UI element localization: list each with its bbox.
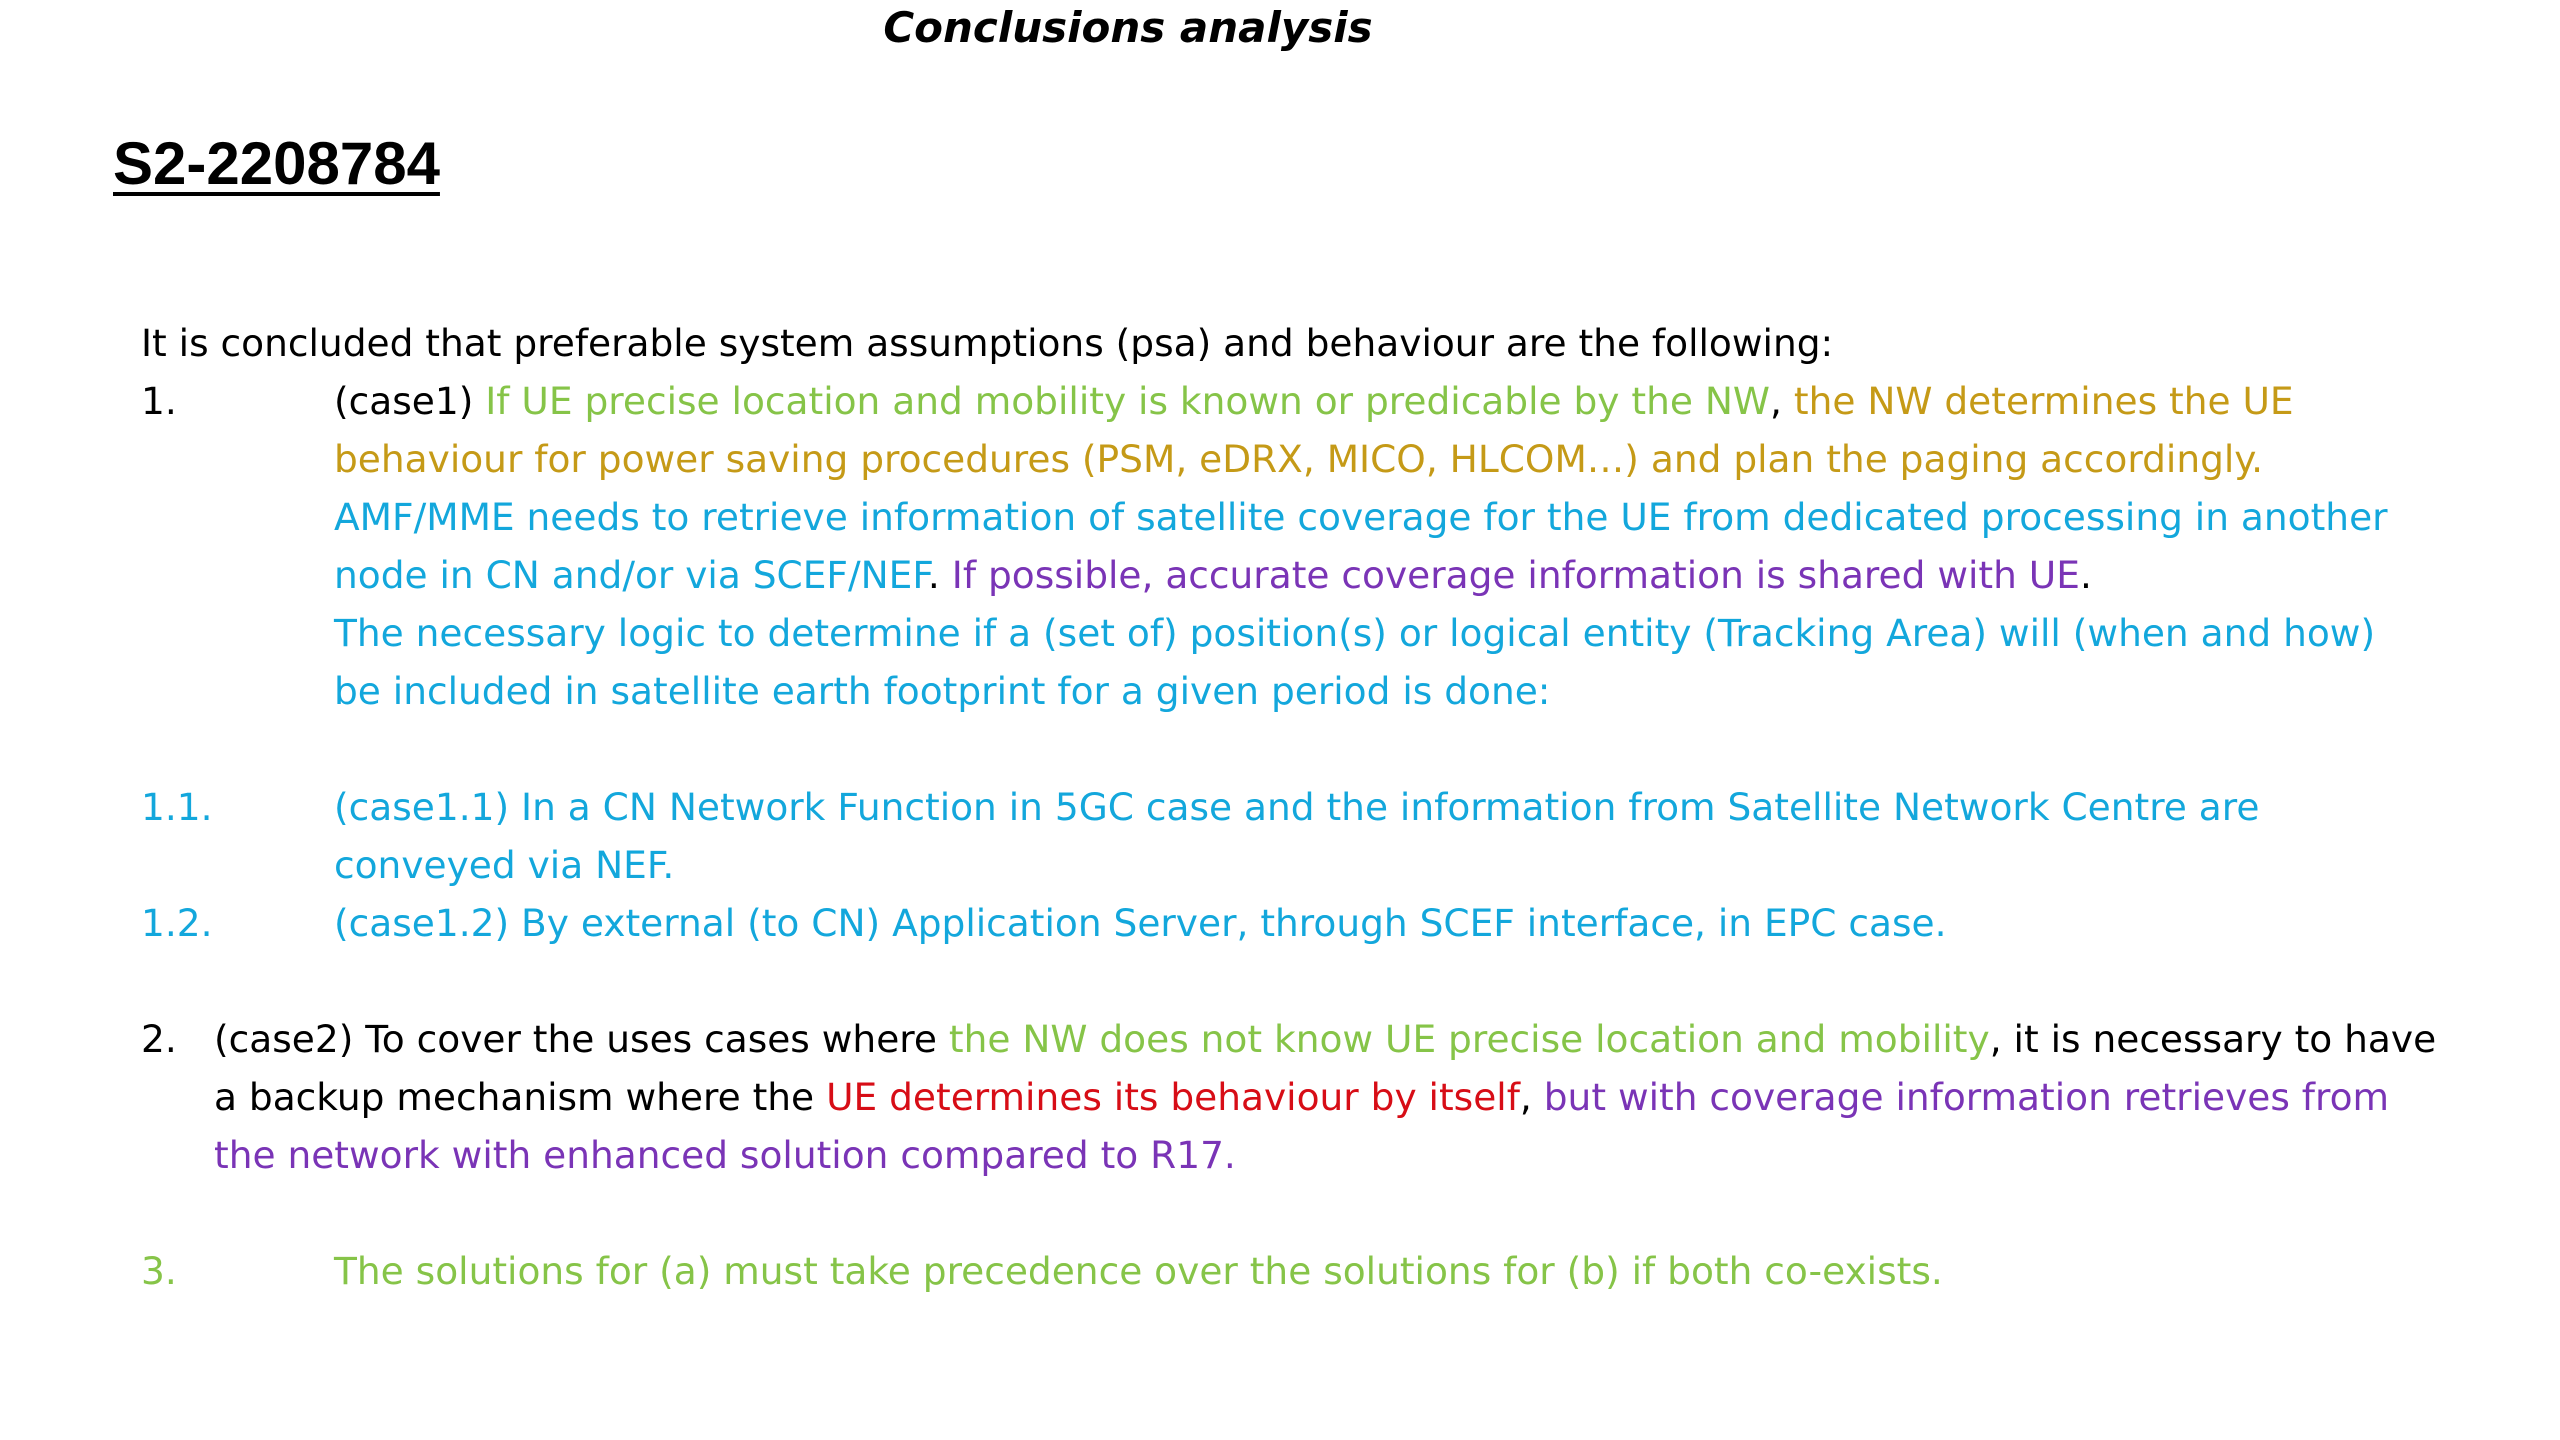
list-item-1-1 — [141, 778, 2531, 894]
case1-condition-text: If UE precise location and mobility is known or predicable by the NW — [485, 379, 1771, 423]
case2-comma: , — [1519, 1075, 1544, 1119]
case2-text-3: a backup mechanism where the — [214, 1075, 827, 1119]
case1-1-text-1: (case1.1) In a CN Network Function in 5GC case and the information from Satellite Network Centre are — [334, 785, 2260, 829]
case1-label: (case1) — [334, 379, 486, 423]
list-number-1: 1. — [141, 379, 177, 423]
case2-text-2: , it is necessary to have — [1989, 1017, 2437, 1061]
case1-2-text: (case1.2) By external (to CN) Application Server, through SCEF interface, in EPC case. — [334, 901, 1947, 945]
case1-amf-text-2: node in CN and/or via SCEF/NEF — [334, 553, 928, 597]
case1-period-1: . — [927, 553, 952, 597]
item1-line-1 — [334, 372, 2531, 430]
list-item-3 — [141, 1242, 2531, 1300]
list-number-1-2: 1.2. — [141, 901, 213, 945]
conclusions-body — [141, 314, 2531, 1300]
list-number-2: 2. — [141, 1017, 177, 1061]
case1-logic-text-1: The necessary logic to determine if a (set of) position(s) or logical entity (Tracking Area) will (when and how) — [334, 611, 2376, 655]
list-item-1-2 — [141, 894, 2531, 952]
case2-coverage-text-1: but with coverage information retrieves from — [1543, 1075, 2390, 1119]
item1-line-4 — [334, 546, 2531, 604]
case1-coverage-text: If possible, accurate coverage information is shared with UE — [951, 553, 2080, 597]
list-item-2 — [141, 1010, 2531, 1184]
item3-text: The solutions for (a) must take precedence over the solutions for (b) if both co-exists. — [334, 1249, 1943, 1293]
spacer-1 — [141, 720, 2531, 778]
item2-line-1 — [214, 1010, 2531, 1068]
document-id-heading: S2-2208784 — [113, 130, 440, 197]
case2-text-1: (case2) To cover the uses cases where — [214, 1017, 949, 1061]
case1-behaviour-text-2: behaviour for power saving procedures (PSM, eDRX, MICO, HLCOM…) and plan the paging accordingly. — [334, 437, 2264, 481]
case2-ue-behaviour-text: UE determines its behaviour by itself — [826, 1075, 1520, 1119]
case1-amf-text-1: AMF/MME needs to retrieve information of satellite coverage for the UE from dedicated processing in another — [334, 495, 2388, 539]
spacer-3 — [141, 1184, 2531, 1242]
item2-line-2 — [214, 1068, 2531, 1126]
list-item-1 — [141, 372, 2531, 720]
list-number-3: 3. — [141, 1249, 177, 1293]
case1-behaviour-text-1: the NW determines the UE — [1793, 379, 2294, 423]
case1-1-text-2: conveyed via NEF. — [334, 843, 675, 887]
case1-period-2: . — [2079, 553, 2092, 597]
case2-coverage-text-2: the network with enhanced solution compared to R17. — [214, 1133, 1236, 1177]
list-number-1-1: 1.1. — [141, 785, 213, 829]
case1-logic-text-2: be included in satellite earth footprint for a given period is done: — [334, 669, 1551, 713]
spacer-2 — [141, 952, 2531, 1010]
intro-text: It is concluded that preferable system assumptions (psa) and behaviour are the following: — [141, 321, 1834, 365]
case2-condition-text: the NW does not know UE precise location and mobility — [948, 1017, 1990, 1061]
page-title: Conclusions analysis — [883, 3, 1373, 52]
case1-comma: , — [1770, 379, 1794, 423]
